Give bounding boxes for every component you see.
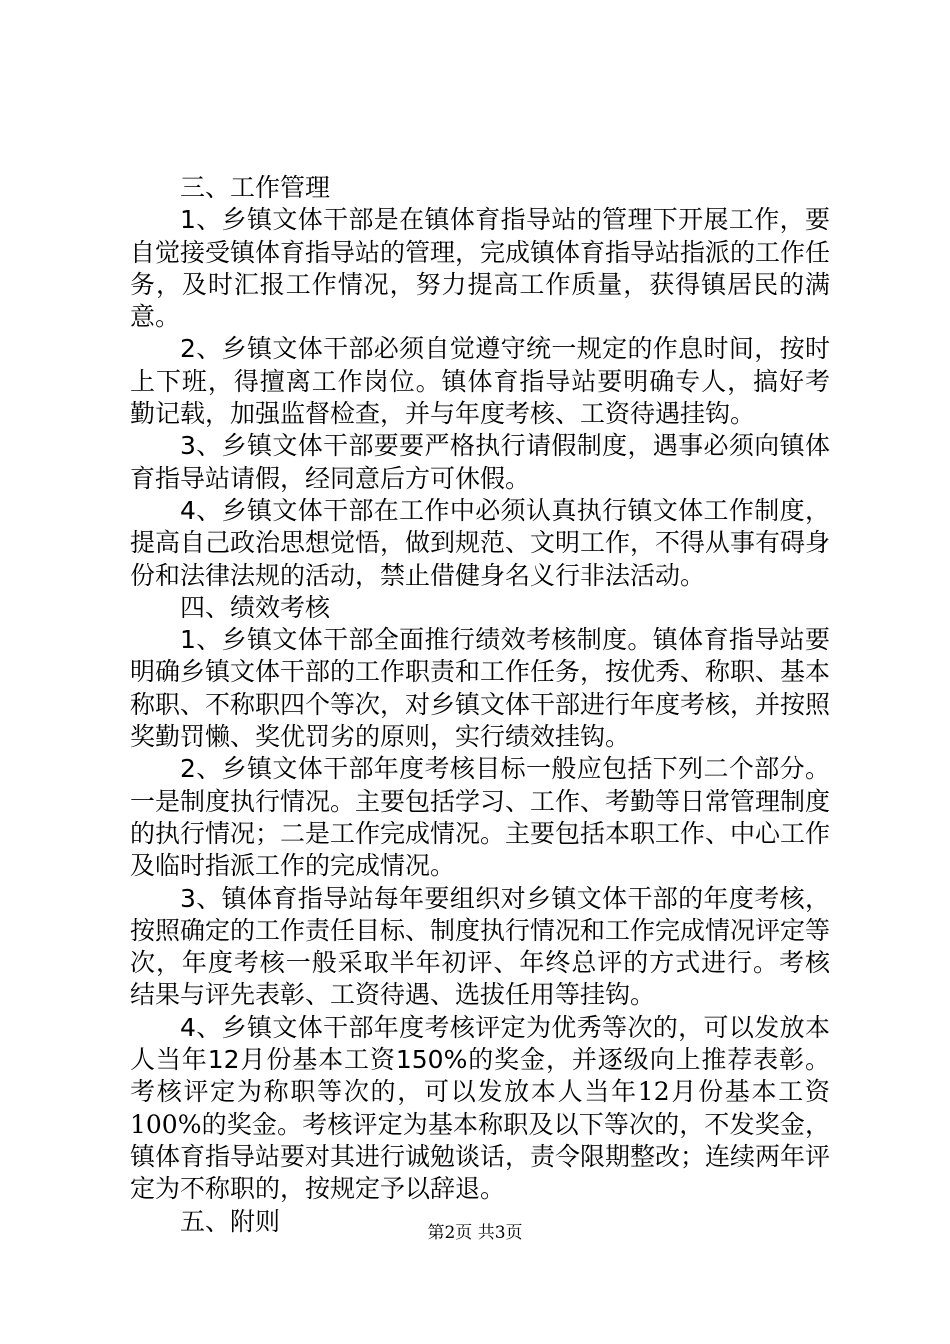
paragraph-4-1-part-a: 1、乡镇文体干部全面推行绩效考核制度。 bbox=[180, 625, 653, 655]
paragraph-4-4-part-b: 考核评定为称职等次的，可以发放本人当年12月份基本工资100%的奖金。考核评定为基本称职及以下等次的，不发奖金，镇体育指导站要对其进行诚勉谈话，责令限期整改；连续两年评定为不称职的，按规定予以辞退。 bbox=[130, 1077, 831, 1204]
paragraph-3-2-part-a: 2、乡镇文体干部必须自觉遵守统一规定的作息时间，按时上下班，得擅离工作岗位。 bbox=[130, 334, 830, 396]
page-footer: 第2页 共3页 bbox=[427, 1223, 523, 1243]
paragraph-4-1-part-b: 镇体育指导站要明确乡镇文体干部的工作职责和工作任务，按优秀、称职、基本称职、不称职四个等次，对乡镇文体干部进行年度考核，并按照奖勤罚懒、奖优罚劣的原则，实行绩效挂钩。 bbox=[130, 625, 831, 752]
section-heading-performance: 四、绩效考核 bbox=[180, 592, 331, 622]
section-heading-work-management: 三、工作管理 bbox=[180, 173, 331, 202]
paragraph-4-2-part-b: 一是制度执行情况。主要包括学习、工作、考勤等日常管理制度的执行情况；二是工作完成情况。主要包括本职工作、中心工作及临时指派工作的完成情况。 bbox=[130, 786, 831, 881]
paragraph-3-2-part-b: 镇体育指导站要明确专人，搞好考勤记载，加强监督检查，并与年度考核、工资待遇挂钩。 bbox=[130, 366, 830, 429]
paragraph-4-3-part-a: 3、镇体育指导站每年要组织对乡镇文体干部的年度考核，按照确定的工作责任目标、制度执行情况和工作完成情况评定等次，年度考核一般采取半年初评、年终总评的方式进行。 bbox=[130, 883, 831, 978]
paragraph-4-1 bbox=[130, 624, 830, 753]
paragraph-4-4 bbox=[130, 1012, 830, 1206]
paragraph-3-3: 3、乡镇文体干部要要严格执行请假制度，遇事必须向镇体育指导站请假，经同意后方可休假。 bbox=[130, 431, 830, 493]
paragraph-4-3-part-b: 考核结果与评先表彰、工资待遇、选拔任用等挂钩。 bbox=[130, 948, 830, 1010]
paragraph-3-1: 1、乡镇文体干部是在镇体育指导站的管理下开展工作，要自觉接受镇体育指导站的管理，完成镇体育指导站指派的工作任务，及时汇报工作情况，努力提高工作质量，获得镇居民的满意。 bbox=[130, 205, 831, 332]
paragraph-4-4-part-a: 4、乡镇文体干部年度考核评定为优秀等次的，可以发放本人当年12月份基本工资150%的奖金，并逐级向上推荐表彰。 bbox=[130, 1012, 830, 1075]
paragraph-3-2 bbox=[130, 333, 830, 430]
paragraph-3-4: 4、乡镇文体干部在工作中必须认真执行镇文体工作制度，提高自己政治思想觉悟，做到规范、文明工作，不得从事有碍身份和法律法规的活动，禁止借健身名义行非法活动。 bbox=[130, 495, 831, 590]
paragraph-4-2 bbox=[130, 753, 830, 882]
section-heading-appendix: 五、附则 bbox=[180, 1206, 281, 1236]
document-body bbox=[130, 172, 830, 1238]
paragraph-4-3 bbox=[130, 883, 830, 1012]
paragraph-4-2-part-a: 2、乡镇文体干部年度考核目标一般应包括下列二个部分。 bbox=[180, 754, 830, 784]
